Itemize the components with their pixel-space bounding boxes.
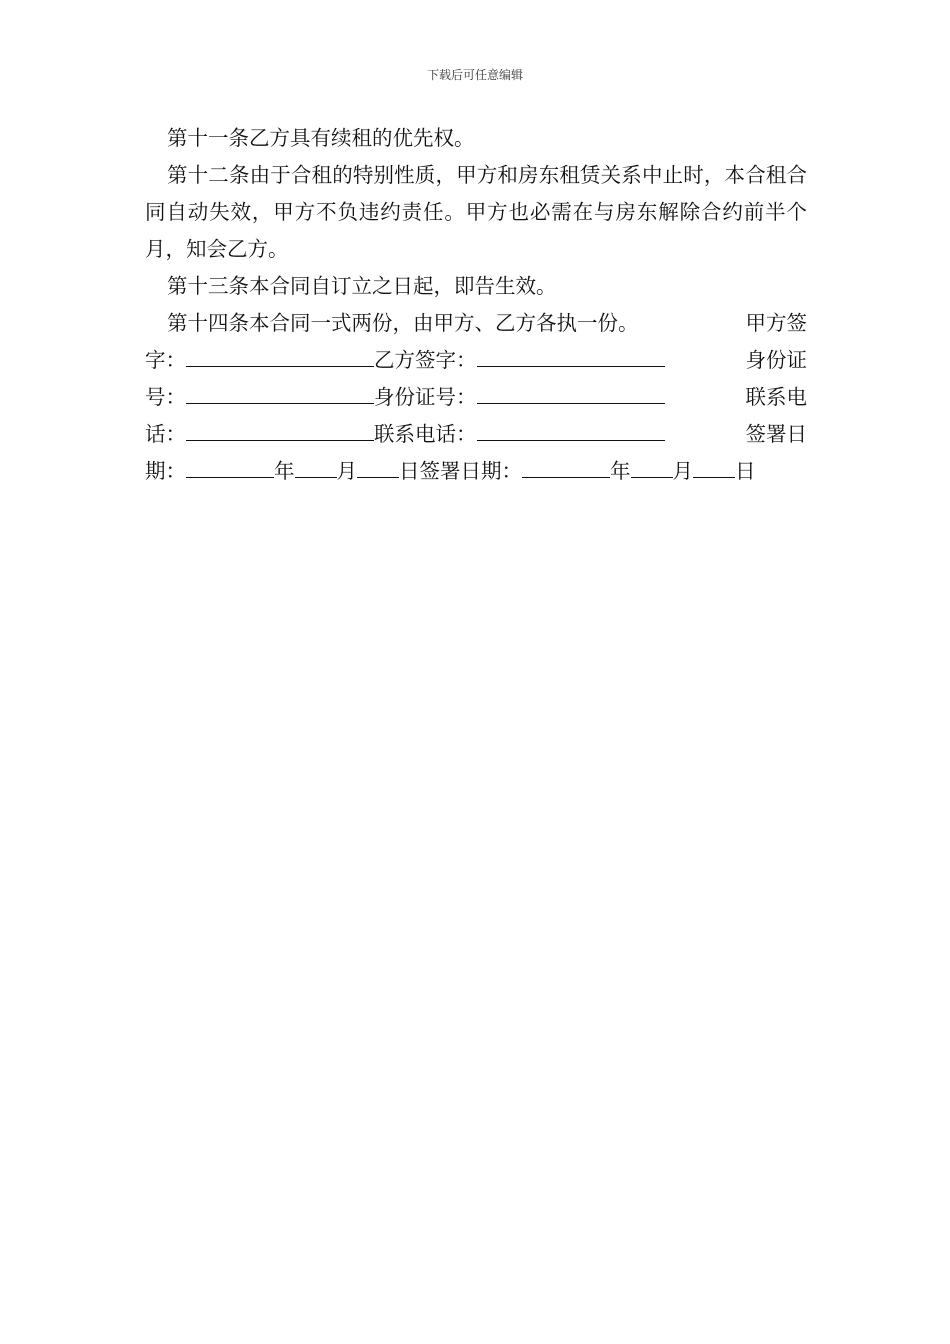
party-b-id-blank[interactable]: [477, 379, 665, 404]
party-a-id-label-part2: 号：: [145, 385, 186, 409]
party-a-sign-label-part2: 字：: [145, 348, 186, 372]
party-a-phone-label-part2: 话：: [145, 422, 186, 446]
party-b-signature-blank[interactable]: [477, 342, 665, 367]
party-b-month-blank[interactable]: [631, 453, 673, 478]
year-label-b: 年: [610, 459, 631, 483]
month-label-b: 月: [672, 459, 693, 483]
party-a-day-blank[interactable]: [357, 453, 399, 478]
id-line: [145, 379, 807, 416]
party-a-date-label-part1: 签署日: [745, 422, 807, 446]
year-label: 年: [274, 459, 295, 483]
party-b-day-blank[interactable]: [693, 453, 735, 478]
clause-14-line: [145, 305, 807, 342]
contract-body: [145, 120, 807, 490]
month-label: 月: [336, 459, 357, 483]
party-a-date-label-part2: 期：: [145, 459, 186, 483]
party-b-sign-label: 乙方签字：: [374, 348, 477, 372]
party-a-id-blank[interactable]: [186, 379, 374, 404]
clause-11: 第十一条乙方具有续租的优先权。: [167, 126, 475, 150]
day-label-b: 日: [735, 459, 756, 483]
party-a-phone-label-part1: 联系电: [745, 385, 807, 409]
party-b-id-label: 身份证号：: [374, 385, 477, 409]
party-a-year-blank[interactable]: [186, 453, 274, 478]
party-a-signature-blank[interactable]: [186, 342, 374, 367]
clause-12: 第十二条由于合租的特别性质，甲方和房东租赁关系中止时，本合租合同自动失效，甲方不负违约责任。甲方也必需在与房东解除合约前半个月，知会乙方。: [145, 163, 807, 261]
party-b-date-label: 日签署日期：: [399, 459, 522, 483]
party-a-month-blank[interactable]: [295, 453, 337, 478]
party-a-id-label-part1: 身份证: [745, 348, 807, 372]
date-line: [145, 453, 807, 490]
clause-14: 第十四条本合同一式两份，由甲方、乙方各执一份。: [167, 311, 639, 335]
party-b-phone-label: 联系电话：: [374, 422, 477, 446]
party-b-year-blank[interactable]: [522, 453, 610, 478]
party-b-phone-blank[interactable]: [477, 416, 665, 441]
phone-line: [145, 416, 807, 453]
party-a-phone-blank[interactable]: [186, 416, 374, 441]
party-a-sign-label-part1: 甲方签: [745, 311, 807, 335]
clause-13: 第十三条本合同自订立之日起，即告生效。: [167, 274, 557, 298]
page-header: 下载后可任意编辑: [426, 68, 523, 82]
signature-line: [145, 342, 807, 379]
